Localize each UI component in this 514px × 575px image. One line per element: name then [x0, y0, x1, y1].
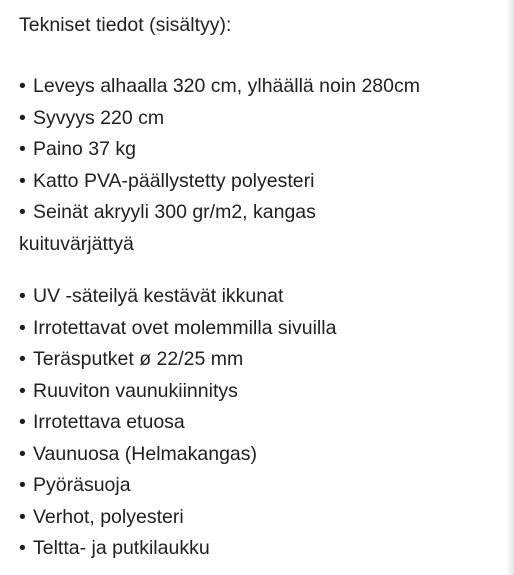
list-item-text: Pyöräsuoja: [33, 474, 131, 496]
bullet-icon: •: [19, 169, 26, 192]
bullet-icon: •: [19, 285, 26, 307]
list-item: [19, 71, 499, 103]
bullet-icon: •: [19, 75, 26, 97]
bullet-icon: •: [19, 316, 26, 339]
bullet-icon: •: [19, 138, 26, 160]
bullet-icon: •: [19, 411, 26, 433]
list-item-text: UV -säteilyä kestävät ikkunat: [33, 285, 284, 307]
list-item: [19, 376, 499, 408]
bullet-icon: •: [19, 348, 26, 370]
list-item-text: Teltta- ja putkilaukku: [33, 537, 210, 559]
spec-list-dimensions: [19, 71, 499, 260]
list-item: [19, 533, 499, 565]
edge-shadow: [506, 0, 514, 575]
bullet-icon: •: [19, 379, 26, 402]
list-item-text: Paino 37 kg: [33, 138, 136, 160]
list-item-text: Seinät akryyli 300 gr/m2, kangas kuituvärjättyä: [19, 201, 316, 255]
list-item: [19, 439, 499, 471]
list-item: [19, 470, 499, 502]
list-item: [19, 502, 499, 534]
spec-title: Tekniset tiedot (sisältyy):: [19, 14, 232, 36]
list-item: [19, 166, 499, 198]
list-item-text: Leveys alhaalla 320 cm, ylhäällä noin 280cm: [33, 75, 420, 97]
bullet-icon: •: [19, 201, 26, 223]
list-item-text: Katto PVA-päällystetty polyesteri: [33, 169, 315, 192]
list-item-text: Irrotettava etuosa: [33, 411, 185, 433]
spec-list-features: [19, 281, 499, 565]
list-item: [19, 197, 359, 260]
list-item: [19, 407, 499, 439]
bullet-icon: •: [19, 442, 26, 465]
list-item-text: Teräsputket ø 22/25 mm: [33, 348, 244, 370]
bullet-icon: •: [19, 106, 26, 129]
list-item: [19, 281, 499, 313]
spec-document: [19, 10, 499, 565]
bullet-icon: •: [19, 537, 26, 559]
list-item-text: Vaunuosa (Helmakangas): [33, 442, 258, 465]
list-item: [19, 313, 499, 345]
list-item: [19, 103, 499, 135]
bullet-icon: •: [19, 474, 26, 496]
list-item: [19, 134, 499, 166]
list-item-text: Ruuviton vaunukiinnitys: [33, 379, 238, 402]
list-item-text: Irrotettavat ovet molemmilla sivuilla: [33, 316, 337, 339]
list-item-text: Syvyys 220 cm: [33, 106, 165, 129]
bullet-icon: •: [19, 505, 26, 528]
list-item-text: Verhot, polyesteri: [33, 505, 184, 528]
list-item: [19, 344, 499, 376]
